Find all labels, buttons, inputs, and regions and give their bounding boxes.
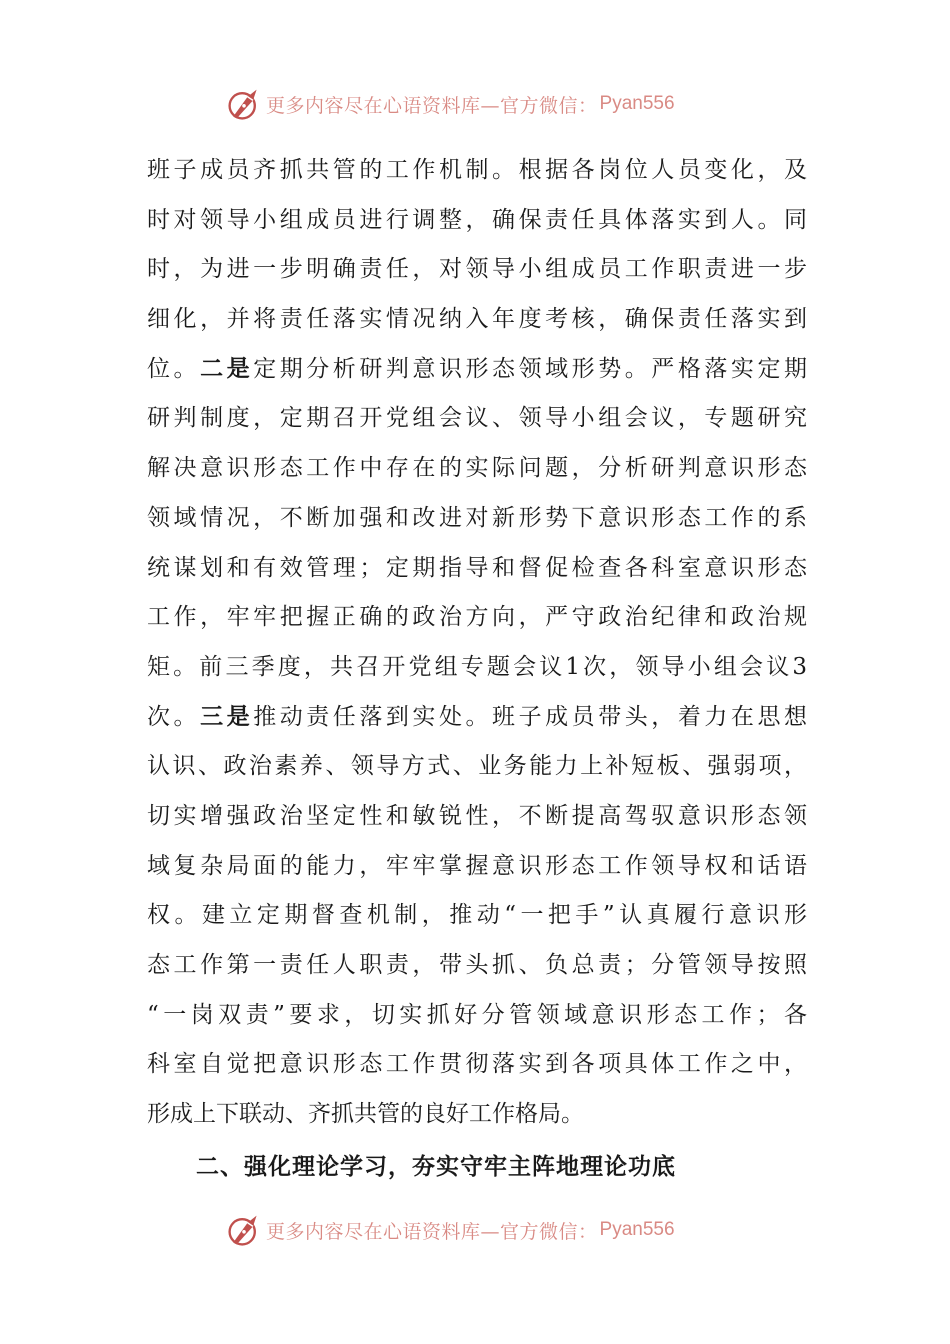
line-prefix: 次。 [147,703,201,730]
text-line: 研判制度，定期召开党组会议、领导小组会议，专题研究 [147,405,807,432]
watermark-account: Pyan556 [599,1219,675,1240]
section-heading: 二、强化理论学习，夯实守牢主阵地理论功底 [196,1154,676,1180]
bold-marker-three: 三是 [200,703,254,730]
text-line [147,345,807,395]
text-line: 解决意识形态工作中存在的实际问题，分析研判意识形态 [147,455,807,482]
text-line: 工作，牢牢把握正确的政治方向，严守政治纪律和政治规 [147,604,807,631]
text-line: 权。建立定期督查机制，推动“一把手”认真履行意识形 [147,902,807,929]
text-line: 细化，并将责任落实情况纳入年度考核，确保责任落实到 [147,306,807,333]
body-paragraph [147,146,807,1140]
pen-nib-circle-logo [226,86,262,122]
pen-nib-circle-logo [226,1212,262,1248]
text-line: 域复杂局面的能力，牢牢掌握意识形态工作领导权和话语 [147,852,807,879]
text-line: 班子成员齐抓共管的工作机制。根据各岗位人员变化，及 [147,157,807,183]
bold-marker-two: 二是 [200,355,254,382]
text-line: “一岗双责”要求，切实抓好分管领域意识形态工作；各 [147,1001,807,1028]
watermark-text: 更多内容尽在心语资料库—官方微信： [266,1220,598,1243]
text-line: 时对领导小组成员进行调整，确保责任具体落实到人。同 [147,206,807,233]
line-rest: 定期分析研判意识形态领域形势。严格落实定期 [253,355,808,382]
text-line: 统谋划和有效管理；定期指导和督促检查各科室意识形态 [147,554,807,581]
header-watermark [226,84,675,124]
line-rest: 推动责任落到实处。班子成员带头，着力在思想 [253,703,808,730]
text-line: 切实增强政治坚定性和敏锐性，不断提高驾驭意识形态领 [147,802,807,829]
text-line: 态工作第一责任人职责，带头抓、负总责；分管领导按照 [147,952,807,978]
footer-watermark [226,1210,675,1250]
text-line: 认识、政治素养、领导方式、业务能力上补短板、强弱项， [147,753,807,780]
text-line: 矩。前三季度，共召开党组专题会议1次，领导小组会议3 [147,653,807,680]
line-prefix: 位。 [147,355,201,382]
text-line: 形成上下联动、齐抓共管的良好工作格局。 [147,1101,584,1128]
watermark-account: Pyan556 [599,93,675,114]
text-line: 科室自觉把意识形态工作贯彻落实到各项具体工作之中， [147,1051,807,1078]
text-line [147,693,807,743]
text-line: 时，为进一步明确责任，对领导小组成员工作职责进一步 [147,256,807,283]
text-line: 领域情况，不断加强和改进对新形势下意识形态工作的系 [147,504,807,531]
watermark-text: 更多内容尽在心语资料库—官方微信： [266,94,598,117]
